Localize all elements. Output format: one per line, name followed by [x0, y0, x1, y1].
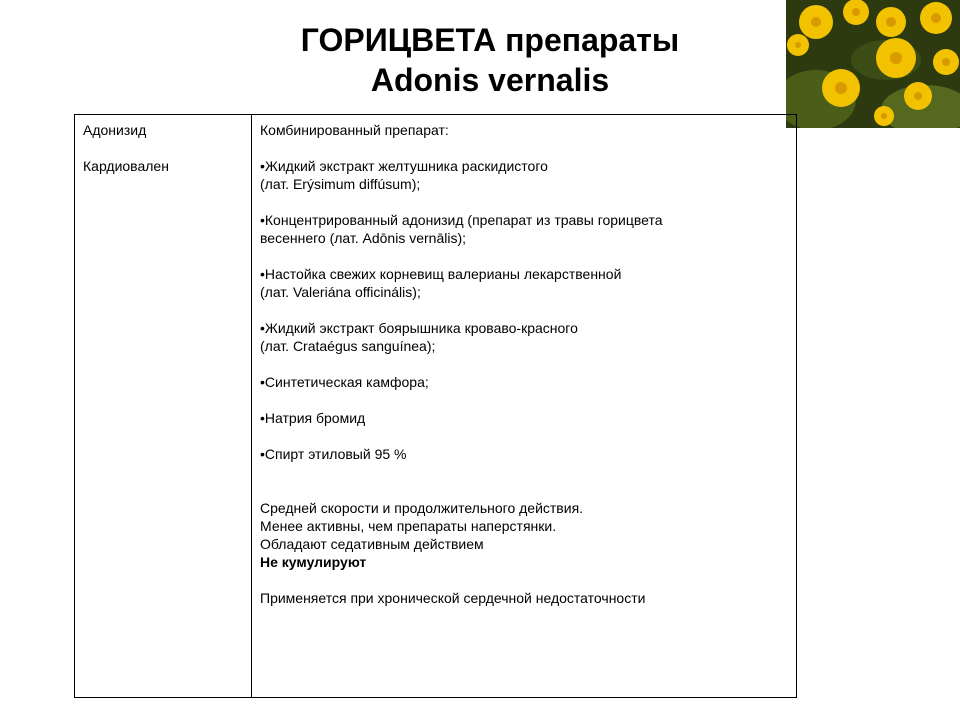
ingredient-name: •Натрия бромид [260, 410, 366, 426]
ingredient-name: •Жидкий экстракт боярышника кроваво-красного [260, 320, 578, 336]
ingredient-name: •Концентрированный адонизид (препарат из травы горицвета [260, 212, 663, 228]
non-cumulative-note: Не кумулируют [260, 554, 367, 570]
drug-table [74, 114, 797, 698]
ingredient-name: •Жидкий экстракт желтушника раскидистого [260, 158, 548, 174]
table-row [75, 115, 797, 698]
ingredient-name: •Спирт этиловый 95 % [260, 446, 407, 462]
drug-description-cell [252, 115, 797, 698]
ingredient-latin: (лат. Crataégus sanguínea); [260, 338, 436, 354]
composition-intro: Комбинированный препарат: [260, 122, 449, 138]
slide-title [200, 20, 780, 100]
flower-photo-svg [786, 0, 960, 128]
ingredient-latin: (лат. Erýsimum diffúsum); [260, 176, 421, 192]
usage-note: Применяется при хронической сердечной недостаточности [260, 590, 646, 606]
ingredient-latin: (лат. Valeriána officinális); [260, 284, 421, 300]
property-line: Менее активны, чем препараты наперстянки. [260, 518, 557, 534]
property-line: Обладают седативным действием [260, 536, 484, 552]
drug-name-adonizid: Адонизид [83, 122, 147, 138]
drug-name-kardiovalen: Кардиовален [83, 158, 169, 174]
ingredient-name: •Настойка свежих корневищ валерианы лекарственной [260, 266, 622, 282]
property-line: Средней скорости и продолжительного действия. [260, 500, 584, 516]
drug-names-cell [75, 115, 252, 698]
adonis-flower-photo [786, 0, 960, 128]
ingredient-name: •Синтетическая камфора; [260, 374, 429, 390]
ingredient-latin: весеннего (лат. Adōnis vernālis); [260, 230, 467, 246]
title-line-2: Adonis vernalis [370, 62, 610, 98]
title-line-1: ГОРИЦВЕТА препараты [300, 22, 680, 58]
